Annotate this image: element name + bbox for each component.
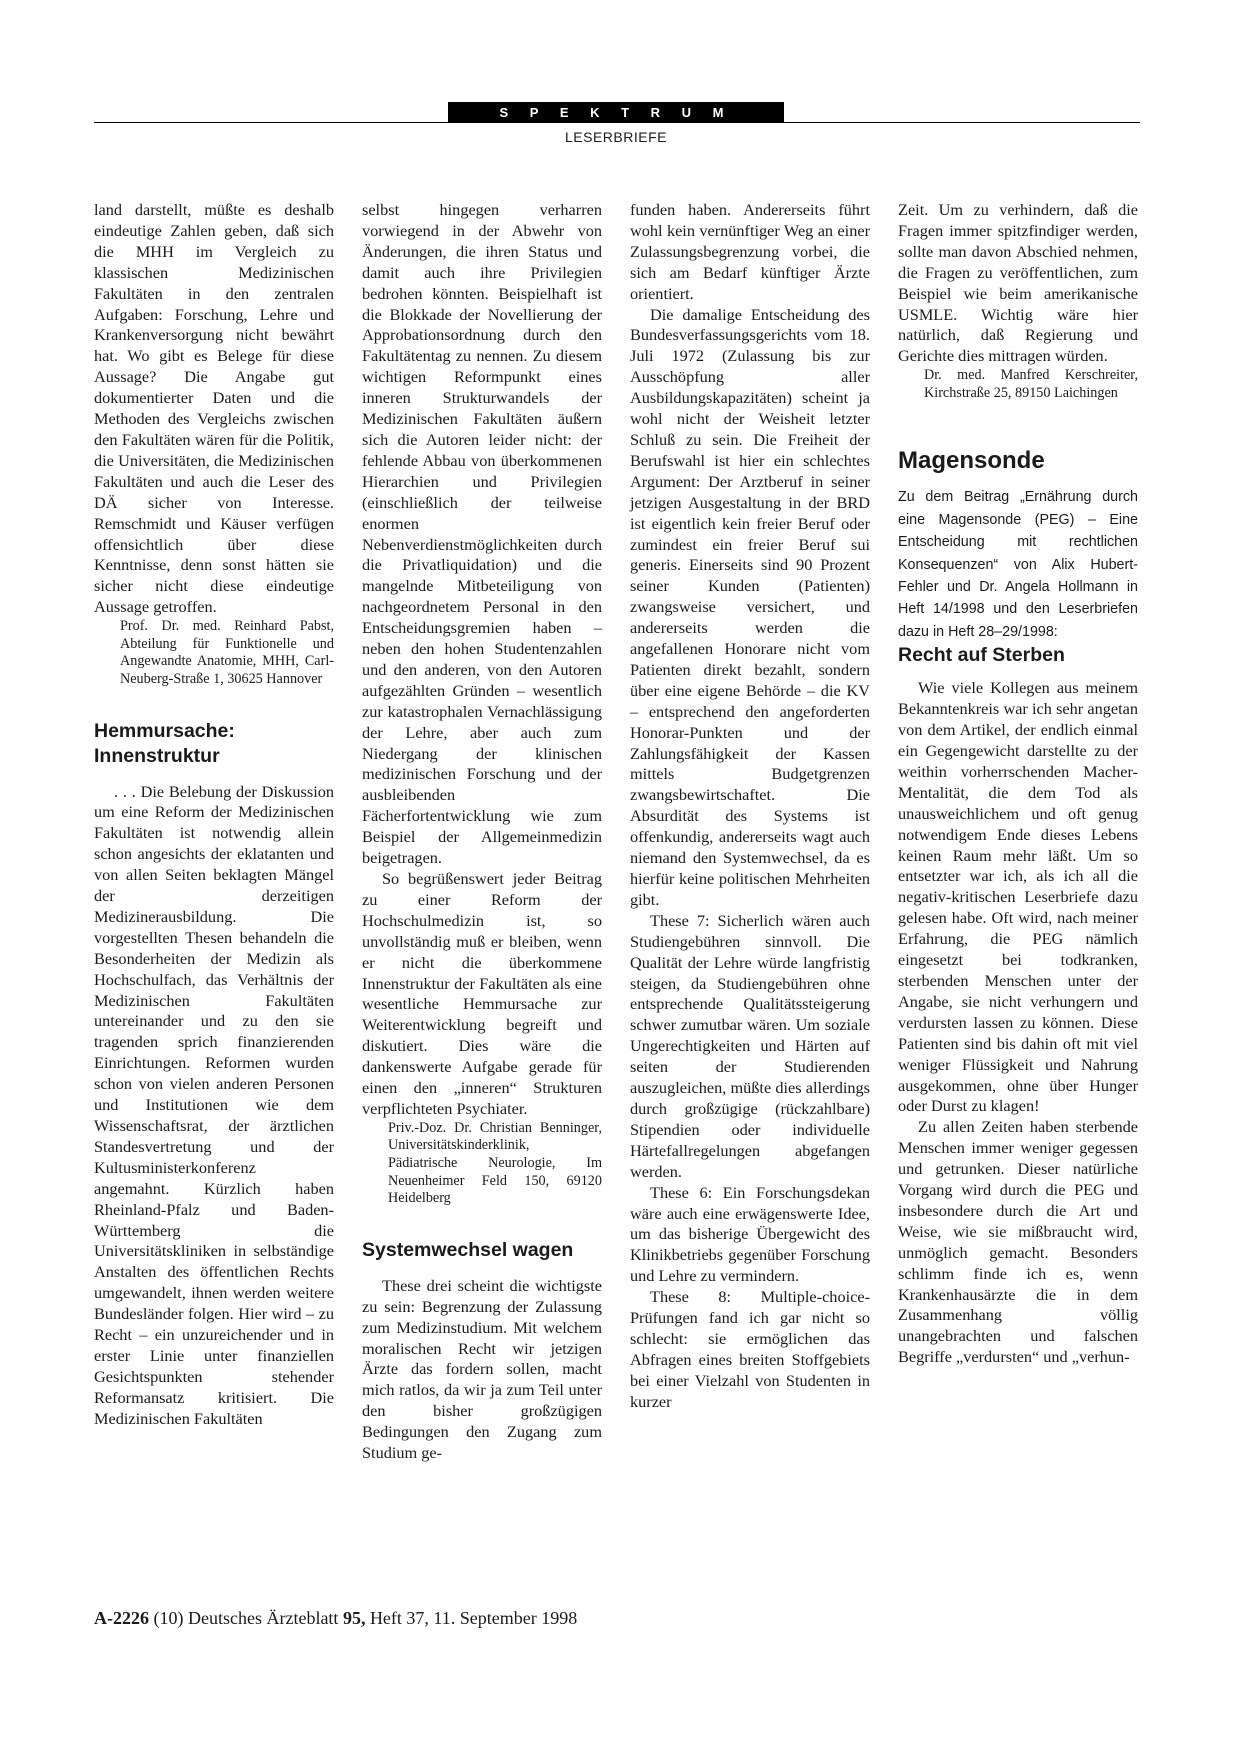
paragraph: These drei scheint die wichtigste zu sein: Begrenzung der Zulassung zum Medizinstudium. Mit welchem moralischen Recht wir jetzigen Ärzte das fordern sollen, macht mich ratlos, da wir ja zum Teil unter den bisher großzügigen Bedingungen den Zugang zum Studium ge- — [362, 1275, 602, 1463]
paragraph: selbst hingegen verharren vorwiegend in der Abwehr von Änderungen, die ihren Status und damit auch ihre Privilegien bedrohen könnten. Beispielhaft ist die Blokkade der Novellierung der Approbationsordnung durch den Fakultätentag zu nennen. Zu diesem wichtigen Reformpunkt eines inneren Strukturwandels der Medizinischen Fakultäten äußern sich die Autoren leider nicht: der fehlende Abbau von überkommenen Hierarchien und Privilegien (einschließlich der teilweise enormen Nebenverdienstmöglichkeiten durch die Privatliquidation) und die mangelnde Mitbeteiligung von nachgeordnetem Personal in den Entscheidungsgremien haben – neben den hohen Studentenzahlen und den anderen, von den Autoren aufgezählten Gründen – wesentlich zur katastrophalen Vernachlässigung der Lehre, aber auch zum Niedergang der klinischen medizinischen Forschung und der ausbleibenden Fächerfortentwicklung wie zum Beispiel der Allgemeinmedizin beigetragen. — [362, 200, 602, 868]
paragraph: These 8: Multiple-choice-Prüfungen fand ich gar nicht so schlecht: sie ermöglichen das Abfragen eines breiten Stoffgebiets bei einer Vielzahl von Studenten in kurzer — [630, 1287, 870, 1411]
paragraph: So begrüßenswert jeder Beitrag zu einer Reform der Hochschulmedizin ist, so unvollständig muß er bleiben, wenn er nicht die überkommene Innenstruktur der Fakultäten als eine wesentliche Hemmursache zur Weiterentwicklung begreift und diskutiert. Dies wäre die dankenswerte Aufgabe gerade für einen den „inneren“ Strukturen verpflichteten Psychiater. — [362, 869, 602, 1118]
letter-heading: Hemmursache: Innenstruktur — [94, 719, 235, 767]
letter-heading: Systemwechsel wagen — [362, 1238, 574, 1261]
paragraph: These 7: Sicherlich wären auch Studiengebühren sinnvoll. Die Qualität der Lehre würde langfristig steigen, da Studiengebühren ohne entsprechende Qualitätssteigerung schwer zumutbar wären. Um soziale Ungerechtigkeiten und Härten auf seiten der Studierenden auszugleichen, müßte dies allerdings durch großzügige (rückzahlbare) Stipendien oder individuelle Härtefallregelungen abgefangen werden. — [630, 910, 870, 1181]
column-2 — [362, 200, 602, 1464]
page-footer — [94, 1607, 577, 1629]
column-4 — [898, 200, 1138, 1368]
footer-issue: Heft 37, 11. September 1998 — [369, 1608, 578, 1628]
footer-journal: (10) Deutsches Ärzteblatt — [153, 1608, 339, 1628]
author-signature: Priv.-Doz. Dr. Christian Benninger, Universitätskinderklinik, Pädiatrische Neurologie, Im Neuenheimer Feld 150, 69120 Heidelberg — [388, 1119, 602, 1207]
paragraph: Zeit. Um zu verhindern, daß die Fragen immer spitzfindiger werden, sollte man davon Abschied nehmen, die Fragen zu veröffentlichen, zum Beispiel wie beim amerikanische USMLE. Wichtig wäre hier natürlich, daß Regierung und Gerichte dies mittragen würden. — [898, 200, 1138, 366]
section-subtitle: LESERBRIEFE — [565, 129, 667, 145]
letter-heading: Recht auf Sterben — [898, 644, 1065, 667]
page-number: A-2226 — [94, 1608, 149, 1628]
footer-volume: 95, — [342, 1608, 366, 1628]
topic-intro: Zu dem Beitrag „Ernährung durch eine Magensonde (PEG) – Eine Entscheidung mit rechtlichen Konsequenzen“ von Alix Hubert-Fehler und Dr. Angela Hollmann in Heft 14/1998 und den Leserbriefen dazu in Heft 28–29/1998: — [898, 489, 1138, 640]
author-signature: Prof. Dr. med. Reinhard Pabst, Abteilung für Funktionelle und Angewandte Anatomie, MHH, Carl-Neuberg-Straße 1, 30625 Hannover — [120, 618, 334, 687]
paragraph: Zu allen Zeiten haben sterbende Menschen immer weniger gegessen und getrunken. Dieser natürliche Vorgang wird durch die PEG und insbesondere durch die Art und Weise, wie sie mißbraucht wird, unmöglich gemacht. Besonders schlimm finde ich es, wenn Krankenhausärzte die in dem Zusammenhang völlig unangebrachten und falschen Begriffe „verdursten“ und „verhun- — [898, 1117, 1138, 1367]
paragraph: Die damalige Entscheidung des Bundesverfassungsgerichts vom 18. Juli 1972 (Zulassung bis zur Ausschöpfung aller Ausbildungskapazitäten) scheint ja wohl nicht der Weisheit letzter Schluß zu sein. Die Freiheit der Berufswahl ist hier ein schlechtes Argument: Der Arztberuf in seiner jetzigen Ausgestaltung in der BRD ist eigentlich kein freier Beruf oder zumindest ein freier Beruf sui generis. Einerseits sind 90 Prozent seiner Kunden (Patienten) zwangsweise versichert, und andererseits werden die angefallenen Honorare nicht vom Patienten direkt bezahlt, sondern über eine eigene Behörde – die KV – entsprechend den angeforderten Honorar-Punkten und der Zahlungsfähigkeit der Kassen mittels Budgetgrenzen zwangsbewirtschaftet. Die Absurdität des Systems ist offenkundig, andererseits wagt auch niemand den Systemwechsel, da es hierfür keine politischen Mehrheiten gibt. — [630, 304, 870, 909]
column-1 — [94, 200, 334, 1430]
paragraph: land darstellt, müßte es deshalb eindeutige Zahlen geben, daß sich die MHH im Vergleich zu klassischen Medizinischen Fakultäten in den zentralen Aufgaben: Forschung, Lehre und Krankenversorgung nicht bewährt hat. Wo gibt es Belege für diese Aussage? Die Angabe gut dokumentierter Daten und die Methoden des Vergleichs zwischen den Fakultäten wären für die Politik, die Universitäten, die Medizinischen Fakultäten und auch die Leser des DÄ sicher von Interesse. Remschmidt und Käuser verfügen offensichtlich über diese Kenntnisse, denn sonst hätten sie sicher nicht diese eindeutige Aussage getroffen. — [94, 200, 334, 617]
column-3 — [630, 200, 870, 1413]
section-banner: S P E K T R U M — [448, 102, 784, 123]
paragraph: These 6: Ein Forschungsdekan wäre auch eine erwägenswerte Idee, um das bisherige Übergewicht des Klinikbetriebs gegenüber Forschung und Lehre zu vermindern. — [630, 1182, 870, 1286]
paragraph: . . . Die Belebung der Diskussion um eine Reform der Medizinischen Fakultäten ist notwendig allein schon angesichts der eklatanten und von allen Seiten beklagten Mängel der derzeitigen Medizinerausbildung. Die vorgestellten Thesen behandeln die Besonderheiten der Medizin als Hochschulfach, das Verhältnis der Medizinischen Fakultäten untereinander und zu den sie tragenden sprich finanzierenden Einrichtungen. Reformen wurden schon von vielen anderen Personen und Institutionen wie dem Wissenschaftsrat, der ärztlichen Standesvertretung und der Kultusministerkonferenz angemahnt. Kürzlich haben Rheinland-Pfalz und Baden-Württemberg die Universitätskliniken in selbständige Anstalten des öffentlichen Rechts umgewandelt, ihnen werden weitere Bundesländer folgen. Hier wird – zu Recht – ein unzureichender und in erster Linie unter finanziellen Gesichtspunkten stehender Reformansatz kritisiert. Die Medizinischen Fakultäten — [94, 781, 334, 1428]
author-signature: Dr. med. Manfred Kerschreiter, Kirchstraße 25, 89150 Laichingen — [924, 367, 1138, 401]
topic-heading: Magensonde — [898, 447, 1045, 475]
paragraph: funden haben. Andererseits führt wohl kein vernünftiger Weg an einer Zulassungsbegrenzung vorbei, die sich am Bedarf künftiger Ärzte orientiert. — [630, 200, 870, 303]
paragraph: Wie viele Kollegen aus meinem Bekanntenkreis war ich sehr angetan von dem Artikel, der endlich einmal ein Gegengewicht darstellte zu der weithin vorherrschenden Macher-Mentalität, die dem Tod als unausweichlichem und oft genug notwendigem Ende dieses Lebens keinen Raum mehr läßt. Um so entsetzter war ich, als ich all die negativ-kritischen Leserbriefe dazu gelesen habe. Oft wird, nach meiner Erfahrung, die PEG nämlich eingesetzt bei todkranken, sterbenden Menschen unter der Angabe, sie nicht verhungern und verdursten lassen zu können. Diese Patienten sind bis dahin oft mit viel weniger Flüssigkeit und Nahrung ausgekommen, ohne über Hunger oder Durst zu klagen! — [898, 678, 1138, 1116]
